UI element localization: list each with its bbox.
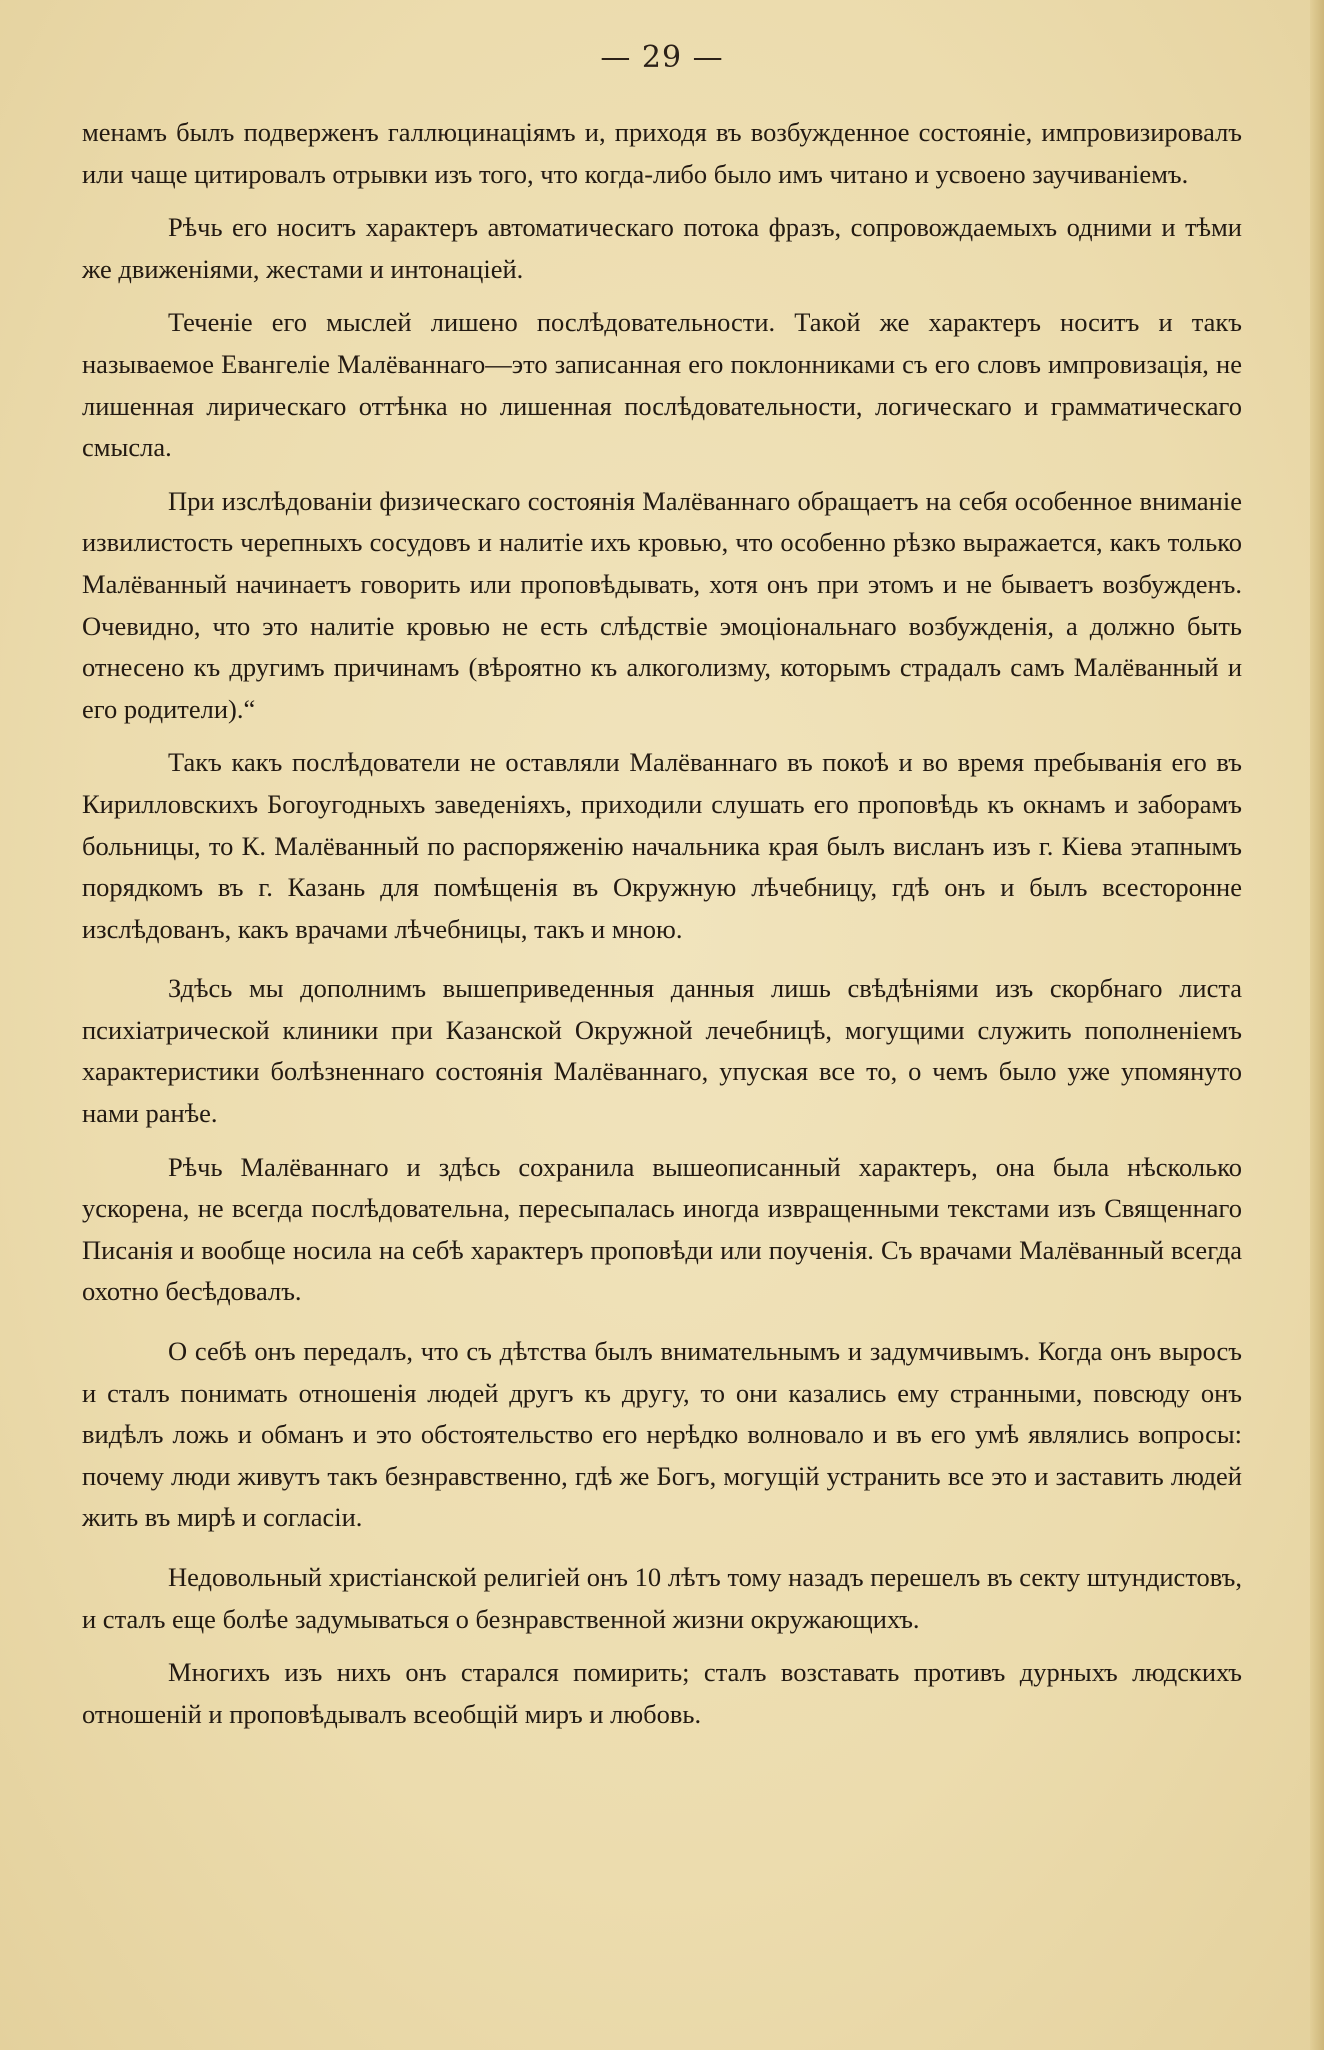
paragraph-2: Рѣчь его носитъ характеръ автоматическаго потока фразъ, сопровождаемыхъ одними и тѣми же движеніями, жестами и интонаціей. [82,212,1242,284]
paragraph-10: Многихъ изъ нихъ онъ старался помирить; сталъ возставать противъ дурныхъ людскихъ отношеній и проповѣдывалъ всеобщій миръ и любовь. [82,1657,1242,1729]
paragraph-7: Рѣчь Малёваннаго и здѣсь сохранила вышеописанный характеръ, она была нѣсколько ускорена, не всегда послѣдовательна, пересыпалась иногда извращенными текстами изъ Священнаго Писанія и вообще носила на себѣ характеръ проповѣди или поученія. Съ врачами Малёванный всегда охотно бесѣдовалъ. [82,1151,1242,1307]
page-number: — 29 — [600,40,724,75]
body-text [82,112,1242,1747]
paragraph-9: Недовольный христіанской религіей онъ 10 лѣтъ тому назадъ перешелъ въ секту штундистовъ, и сталъ еще болѣе задумываться о безнравственной жизни окружающихъ. [82,1562,1242,1634]
paragraph-6: Здѣсь мы дополнимъ вышеприведенныя данныя лишь свѣдѣніями изъ скорбнаго листа психіатрической клиники при Казанской Окружной лечебницѣ, могущими служить пополненіемъ характеристики болѣзненнаго состоянія Малёваннаго, упуская все то, о чемъ было уже упомянуто нами ранѣе. [82,973,1242,1129]
paragraph-5: Такъ какъ послѣдователи не оставляли Малёваннаго въ покоѣ и во время пребыванія его въ Кирилловскихъ Богоугодныхъ заведеніяхъ, приходили слушать его проповѣдь къ окнамъ и заборамъ больницы, то К. Малёванный по распоряженію начальника края былъ висланъ изъ г. Кіева этапнымъ порядкомъ въ г. Казань для помѣщенія въ Окружную лѣчебницу, гдѣ онъ и былъ всесторонне изслѣдованъ, какъ врачами лѣчебницы, такъ и мною. [82,747,1242,944]
paragraph-1: менамъ былъ подверженъ галлюцинаціямъ и, приходя въ возбужденное состояніе, импровизировалъ или чаще цитировалъ отрывки изъ того, что когда-либо было имъ читано и усвоено заучиваніемъ. [82,117,1242,189]
paragraph-4: При изслѣдованіи физическаго состоянія Малёваннаго обращаетъ на себя особенное вниманіе извилистость черепныхъ сосудовъ и налитіе ихъ кровью, что особенно рѣзко выражается, какъ только Малёванный начинаетъ говорить или проповѣдывать, хотя онъ при этомъ и не бываетъ возбужденъ. Очевидно, что это налитіе кровью не есть слѣдствіе эмоціональнаго возбужденія, а должно быть отнесено къ другимъ причинамъ (вѣроятно къ алкоголизму, которымъ страдалъ самъ Малёванный и его родители).“ [82,485,1242,724]
paragraph-8: О себѣ онъ передалъ, что съ дѣтства былъ внимательнымъ и задумчивымъ. Когда онъ выросъ и сталъ понимать отношенія людей другъ къ другу, то они казались ему странными, повсюду онъ видѣлъ ложь и обманъ и это обстоятельство его нерѣдко волновало и въ его умѣ являлись вопросы: почему люди живутъ такъ безнравственно, гдѣ же Богъ, могущій устранить все это и заставить людей жить въ мирѣ и согласіи. [82,1336,1242,1533]
page-edge [1310,0,1324,2050]
paragraph-3: Теченіе его мыслей лишено послѣдовательности. Такой же характеръ носитъ и такъ называемое Евангеліе Малёваннаго—это записанная его поклонниками съ его словъ импровизація, не лишенная лирическаго оттѣнка но лишенная послѣдовательности, логическаго и грамматическаго смысла. [82,307,1242,463]
